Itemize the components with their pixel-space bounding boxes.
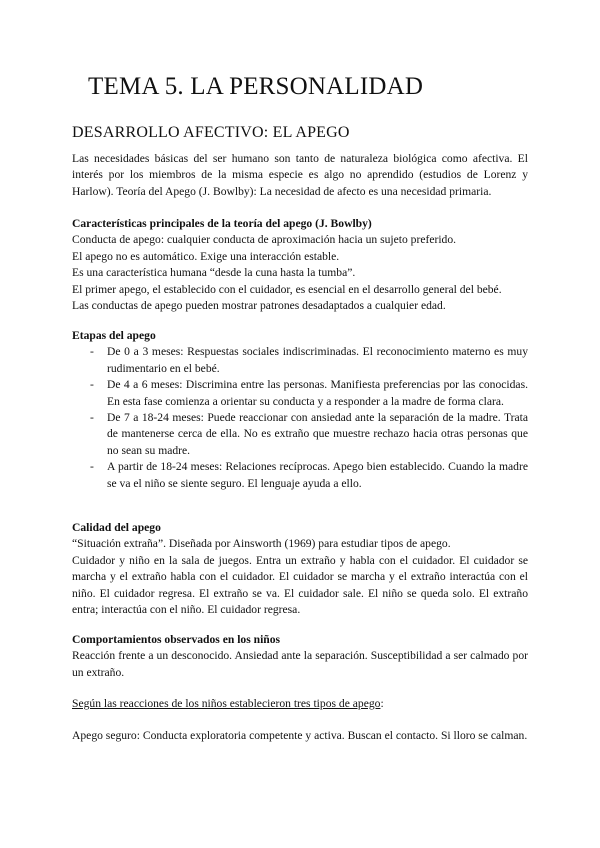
intro-paragraph: Las necesidades básicas del ser humano son tanto de naturaleza biológica como afectiva. El interés por los miembros de la misma especie es algo no aprendido (estudios de Lorenz y Harlow). Teoría del Apego (J. Bowlby): La necesidad de afecto es una necesidad primaria.	[72, 152, 528, 198]
tipos-heading-colon: :	[380, 697, 384, 710]
tipos-heading: Según las reacciones de los niños establecieron tres tipos de apego	[72, 697, 381, 710]
etapas-heading: Etapas del apego	[72, 329, 156, 342]
list-item-text: De 7 a 18-24 meses: Puede reaccionar con ansiedad ante la separación de la madre. Trata de mantenerse cerca de ella. No es extraño que muestre rechazo hacia otras personas que no sean su madre.	[107, 411, 528, 457]
list-bullet: -	[90, 411, 94, 425]
tipos-heading-line	[72, 696, 528, 712]
list-item	[72, 459, 528, 492]
caracteristicas-section	[72, 216, 528, 314]
list-item-text: De 0 a 3 meses: Respuestas sociales indiscriminadas. El reconocimiento materno es muy rudimentario en el bebé.	[107, 345, 528, 375]
caracteristicas-line: Es una característica humana “desde la cuna hasta la tumba”.	[72, 266, 356, 280]
caracteristicas-line: Conducta de apego: cualquier conducta de aproximación hacia un sujeto preferido.	[72, 233, 457, 247]
caracteristicas-line: El apego no es automático. Exige una interacción estable.	[72, 249, 340, 263]
calidad-paragraph: Cuidador y niño en la sala de juegos. Entra un extraño y habla con el cuidador. El cuidador se marcha y el extraño habla con el cuidador. El cuidador se marcha y el extraño interactúa con el niño. El cuidador regresa. El extraño se va. El cuidador sale. El niño se queda solo. El extraño entra; interactúa con el niño. El cuidador regresa.	[72, 553, 528, 617]
caracteristicas-line: El primer apego, el establecido con el cuidador, es esencial en el desarrollo general del bebé.	[72, 282, 502, 296]
apego-seguro-paragraph: Apego seguro: Conducta exploratoria competente y activa. Buscan el contacto. Si lloro se calman.	[72, 729, 528, 742]
list-bullet: -	[90, 345, 94, 359]
list-bullet: -	[90, 460, 94, 474]
comportamientos-heading: Comportamientos observados en los niños	[72, 633, 281, 646]
list-item	[72, 410, 528, 459]
etapas-list	[72, 344, 528, 492]
list-bullet: -	[90, 378, 94, 392]
caracteristicas-heading: Características principales de la teoría del apego (J. Bowlby)	[72, 217, 372, 230]
list-item-text: De 4 a 6 meses: Discrimina entre las personas. Manifiesta preferencias por las conocidas. En esta fase comienza a orientar su conducta y a responder a la madre de forma clara.	[107, 378, 528, 408]
calidad-line: “Situación extraña”. Diseñada por Ainsworth (1969) para estudiar tipos de apego.	[72, 537, 451, 551]
list-item	[72, 377, 528, 410]
etapas-section	[72, 328, 528, 492]
caracteristicas-line: Las conductas de apego pueden mostrar patrones desadaptados a cualquier edad.	[72, 299, 446, 313]
section-heading: DESARROLLO AFECTIVO: EL APEGO	[72, 124, 350, 141]
comportamientos-paragraph: Reacción frente a un desconocido. Ansiedad ante la separación. Susceptibilidad a ser calmado por un extraño.	[72, 649, 528, 679]
list-item-text: A partir de 18-24 meses: Relaciones recíprocas. Apego bien establecido. Cuando la madre se va el niño se siente seguro. El lenguaje ayuda a ello.	[107, 460, 528, 490]
calidad-section	[72, 520, 528, 618]
list-item	[72, 344, 528, 377]
comportamientos-section	[72, 632, 528, 681]
calidad-heading: Calidad del apego	[72, 521, 161, 534]
page-title: TEMA 5. LA PERSONALIDAD	[88, 73, 424, 100]
